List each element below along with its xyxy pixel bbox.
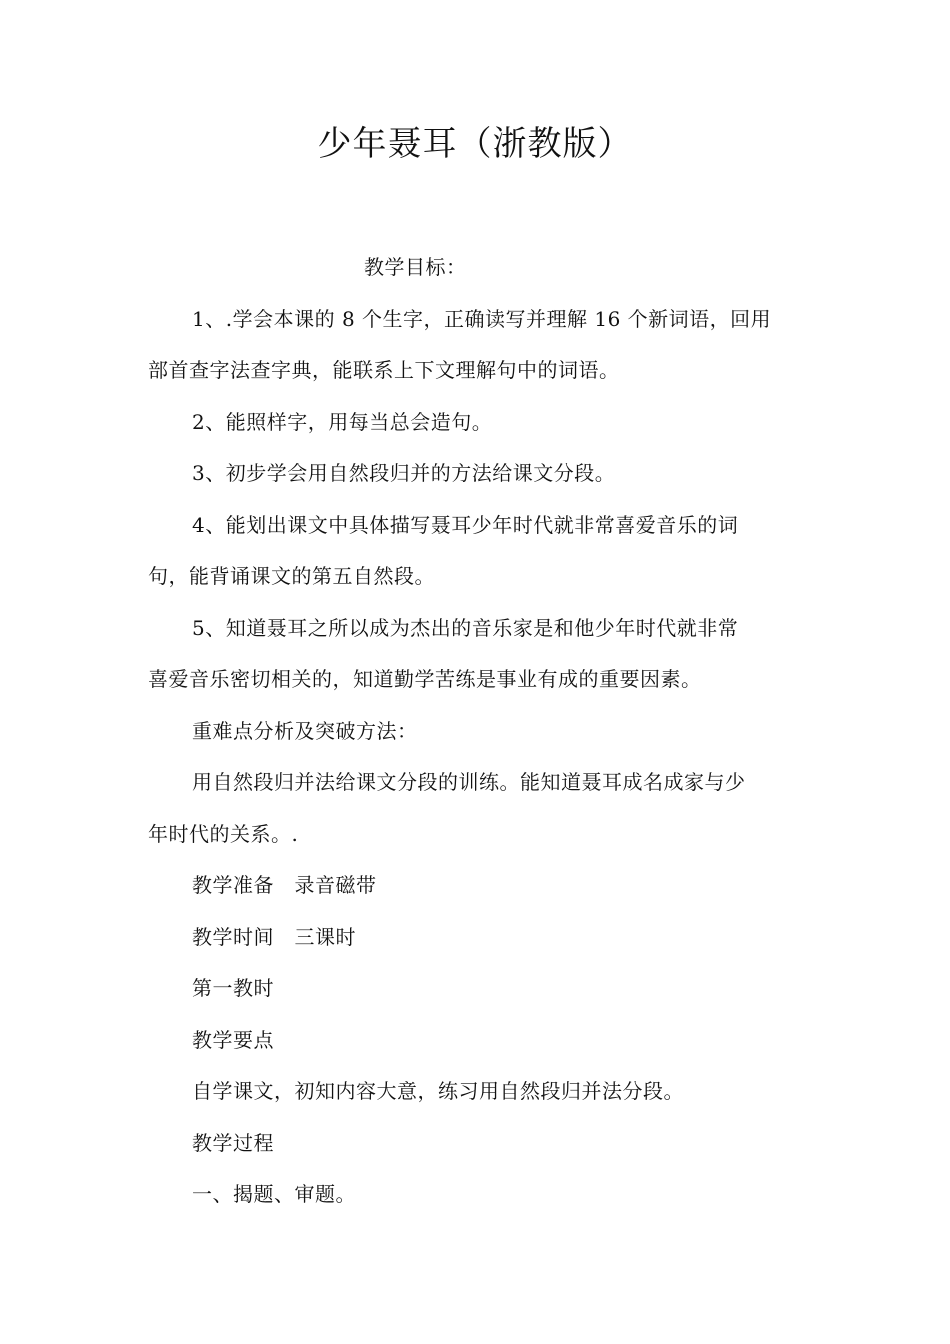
teaching-points-heading: 教学要点	[192, 1027, 274, 1052]
goal-item-1	[148, 294, 802, 397]
goal-5-line-2: 喜爱音乐密切相关的，知道勤学苦练是事业有成的重要因素。	[148, 667, 702, 691]
goal-item-4	[148, 500, 802, 603]
teaching-process-heading: 教学过程	[192, 1130, 274, 1155]
document-title: 少年聂耳（浙教版）	[317, 124, 633, 164]
goal-1-line-1: 1、.学会本课的 8 个生字，正确读写并理解 16 个新词语，回用	[192, 306, 772, 331]
key-points-line-1: 用自然段归并法给课文分段的训练。能知道聂耳成名成家与少	[192, 770, 746, 794]
goal-item-2: 2、能照样字，用每当总会造句。	[192, 409, 493, 434]
process-step-1: 一、揭题、审题。	[192, 1182, 356, 1206]
goal-1-line-2: 部首查字法查字典，能联系上下文理解句中的词语。	[148, 358, 620, 382]
key-points-text	[148, 757, 802, 860]
document-body	[148, 242, 802, 1221]
goal-5-line-1: 5、知道聂耳之所以成为杰出的音乐家是和他少年时代就非常	[192, 615, 739, 640]
goal-item-3: 3、初步学会用自然段归并的方法给课文分段。	[192, 461, 616, 485]
goal-item-5	[148, 603, 802, 706]
key-points-line-2: 年时代的关系。.	[148, 821, 299, 846]
teaching-prep: 教学准备 录音磁带	[192, 873, 377, 897]
key-points-heading: 重难点分析及突破方法：	[192, 718, 418, 743]
goals-heading: 教学目标：	[364, 255, 467, 279]
teaching-points-text: 自学课文，初知内容大意，练习用自然段归并法分段。	[192, 1079, 684, 1103]
goal-4-line-1: 4、能划出课文中具体描写聂耳少年时代就非常喜爱音乐的词	[192, 512, 739, 537]
teaching-time: 教学时间 三课时	[192, 924, 356, 949]
goal-4-line-2: 句，能背诵课文的第五自然段。	[148, 564, 435, 588]
lesson-one-heading: 第一教时	[192, 976, 274, 1000]
